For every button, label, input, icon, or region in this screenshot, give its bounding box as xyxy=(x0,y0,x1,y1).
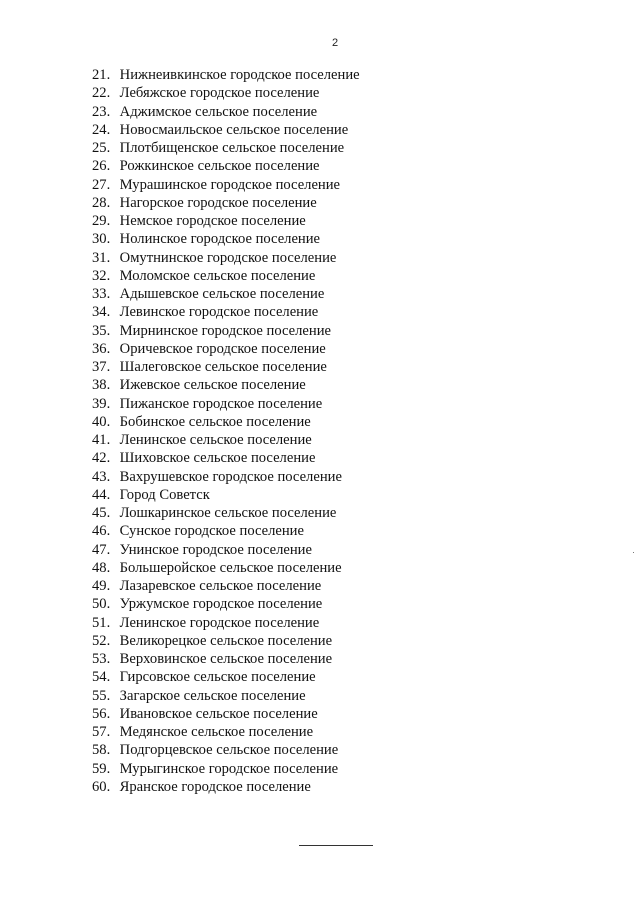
item-number: 49. xyxy=(92,578,111,594)
item-text: Ижевское сельское поселение xyxy=(119,377,306,394)
list-item xyxy=(92,650,360,668)
list-item xyxy=(92,468,360,486)
item-number: 23. xyxy=(92,103,111,120)
list-item xyxy=(92,303,360,321)
item-number: 56. xyxy=(92,705,111,722)
list-item xyxy=(92,139,360,157)
item-text: Аджимское сельское поселение xyxy=(119,103,318,120)
item-number: 28. xyxy=(92,194,111,211)
item-number: 57. xyxy=(92,724,111,740)
list-item xyxy=(92,194,360,212)
list-item xyxy=(92,504,360,522)
list-item xyxy=(92,121,360,139)
item-number: 53. xyxy=(92,651,111,667)
list-item xyxy=(92,322,360,340)
item-number: 40. xyxy=(92,413,111,430)
list-item xyxy=(92,267,360,285)
list-item xyxy=(92,668,360,686)
item-text: Мурашинское городское поселение xyxy=(119,176,341,193)
item-number: 33. xyxy=(92,286,111,302)
item-number: 60. xyxy=(92,778,111,795)
end-rule xyxy=(299,845,373,846)
item-text: Сунское городское поселение xyxy=(119,523,304,540)
item-number: 35. xyxy=(92,322,111,339)
list-item xyxy=(92,340,360,358)
item-text: Ивановское сельское поселение xyxy=(119,705,318,722)
item-number: 31. xyxy=(92,249,111,266)
item-number: 24. xyxy=(92,121,111,138)
item-number: 50. xyxy=(92,596,111,613)
list-item xyxy=(92,541,360,559)
page-number: 2 xyxy=(331,37,339,49)
item-text: Гирсовское сельское поселение xyxy=(119,669,316,686)
item-number: 42. xyxy=(92,450,111,467)
item-text: Новосмаильское сельское поселение xyxy=(119,121,349,138)
item-text: Унинское городское поселение xyxy=(119,541,312,558)
item-text: Мурыгинское городское поселение xyxy=(119,760,339,777)
item-text: Лошкаринское сельское поселение xyxy=(119,505,337,521)
item-number: 59. xyxy=(92,760,111,777)
list-item xyxy=(92,632,360,650)
item-number: 47. xyxy=(92,541,111,558)
item-text: Вахрушевское городское поселение xyxy=(119,468,342,485)
list-item xyxy=(92,212,360,230)
list-item xyxy=(92,285,360,303)
list-item xyxy=(92,559,360,577)
item-number: 48. xyxy=(92,559,111,576)
item-text: Подгорцевское сельское поселение xyxy=(119,742,339,759)
item-number: 27. xyxy=(92,176,111,193)
item-number: 25. xyxy=(92,140,111,156)
item-text: Шиховское сельское поселение xyxy=(119,450,316,467)
item-text: Немское городское поселение xyxy=(119,213,306,229)
item-number: 44. xyxy=(92,486,111,503)
list-item xyxy=(92,395,360,413)
item-text: Ленинское сельское поселение xyxy=(119,432,312,448)
item-text: Загарское сельское поселение xyxy=(119,687,306,704)
list-item xyxy=(92,358,360,376)
item-number: 30. xyxy=(92,231,111,248)
list-item xyxy=(92,230,360,248)
item-text: Плотбищенское сельское поселение xyxy=(119,140,345,156)
item-number: 34. xyxy=(92,304,111,321)
list-item xyxy=(92,705,360,723)
item-number: 55. xyxy=(92,687,111,704)
item-number: 22. xyxy=(92,85,111,102)
item-number: 58. xyxy=(92,742,111,759)
list-item xyxy=(92,522,360,540)
item-text: Большеройское сельское поселение xyxy=(119,559,342,576)
item-text: Оричевское городское поселение xyxy=(119,340,326,357)
list-item xyxy=(92,413,360,431)
list-item xyxy=(92,723,360,741)
list-item xyxy=(92,778,360,796)
list-item xyxy=(92,577,360,595)
list-item xyxy=(92,66,360,84)
item-text: Рожкинское сельское поселение xyxy=(119,158,320,175)
item-text: Лебяжское городское поселение xyxy=(119,85,320,102)
item-text: Нолинское городское поселение xyxy=(119,231,321,248)
list-item xyxy=(92,687,360,705)
item-text: Моломское сельское поселение xyxy=(119,267,316,284)
list-item xyxy=(92,614,360,632)
item-text: Яранское городское поселение xyxy=(119,778,311,795)
list-item xyxy=(92,595,360,613)
scan-speck xyxy=(633,552,634,553)
item-number: 32. xyxy=(92,267,111,284)
list-item xyxy=(92,84,360,102)
item-number: 36. xyxy=(92,340,111,357)
item-number: 26. xyxy=(92,158,111,175)
list-item xyxy=(92,157,360,175)
list-item xyxy=(92,103,360,121)
item-number: 46. xyxy=(92,523,111,540)
item-text: Мирнинское городское поселение xyxy=(119,322,332,339)
settlement-list xyxy=(92,66,360,796)
item-number: 51. xyxy=(92,614,111,631)
item-number: 52. xyxy=(92,632,111,649)
list-item xyxy=(92,176,360,194)
item-text: Шалеговское сельское поселение xyxy=(119,359,327,375)
item-number: 39. xyxy=(92,395,111,412)
item-text: Нижнеивкинское городское поселение xyxy=(119,67,360,83)
list-item xyxy=(92,760,360,778)
item-number: 54. xyxy=(92,669,111,686)
list-item xyxy=(92,449,360,467)
item-text: Омутнинское городское поселение xyxy=(119,249,337,266)
item-text: Великорецкое сельское поселение xyxy=(119,632,333,649)
item-text: Город Советск xyxy=(119,486,210,503)
list-item xyxy=(92,376,360,394)
list-item xyxy=(92,741,360,759)
item-number: 43. xyxy=(92,468,111,485)
item-text: Пижанское городское поселение xyxy=(119,395,323,412)
item-text: Адышевское сельское поселение xyxy=(119,286,325,302)
item-number: 41. xyxy=(92,432,111,448)
item-text: Левинское городское поселение xyxy=(119,304,319,321)
item-number: 37. xyxy=(92,359,111,375)
item-number: 29. xyxy=(92,213,111,229)
list-item xyxy=(92,486,360,504)
item-text: Медянское сельское поселение xyxy=(119,724,314,740)
list-item xyxy=(92,249,360,267)
item-number: 38. xyxy=(92,377,111,394)
item-text: Ленинское городское поселение xyxy=(119,614,320,631)
item-number: 45. xyxy=(92,505,111,521)
item-text: Лазаревское сельское поселение xyxy=(119,578,322,594)
item-text: Уржумское городское поселение xyxy=(119,596,323,613)
item-text: Верховинское сельское поселение xyxy=(119,651,333,667)
list-item xyxy=(92,431,360,449)
item-number: 21. xyxy=(92,67,111,83)
item-text: Бобинское сельское поселение xyxy=(119,413,311,430)
item-text: Нагорское городское поселение xyxy=(119,194,317,211)
